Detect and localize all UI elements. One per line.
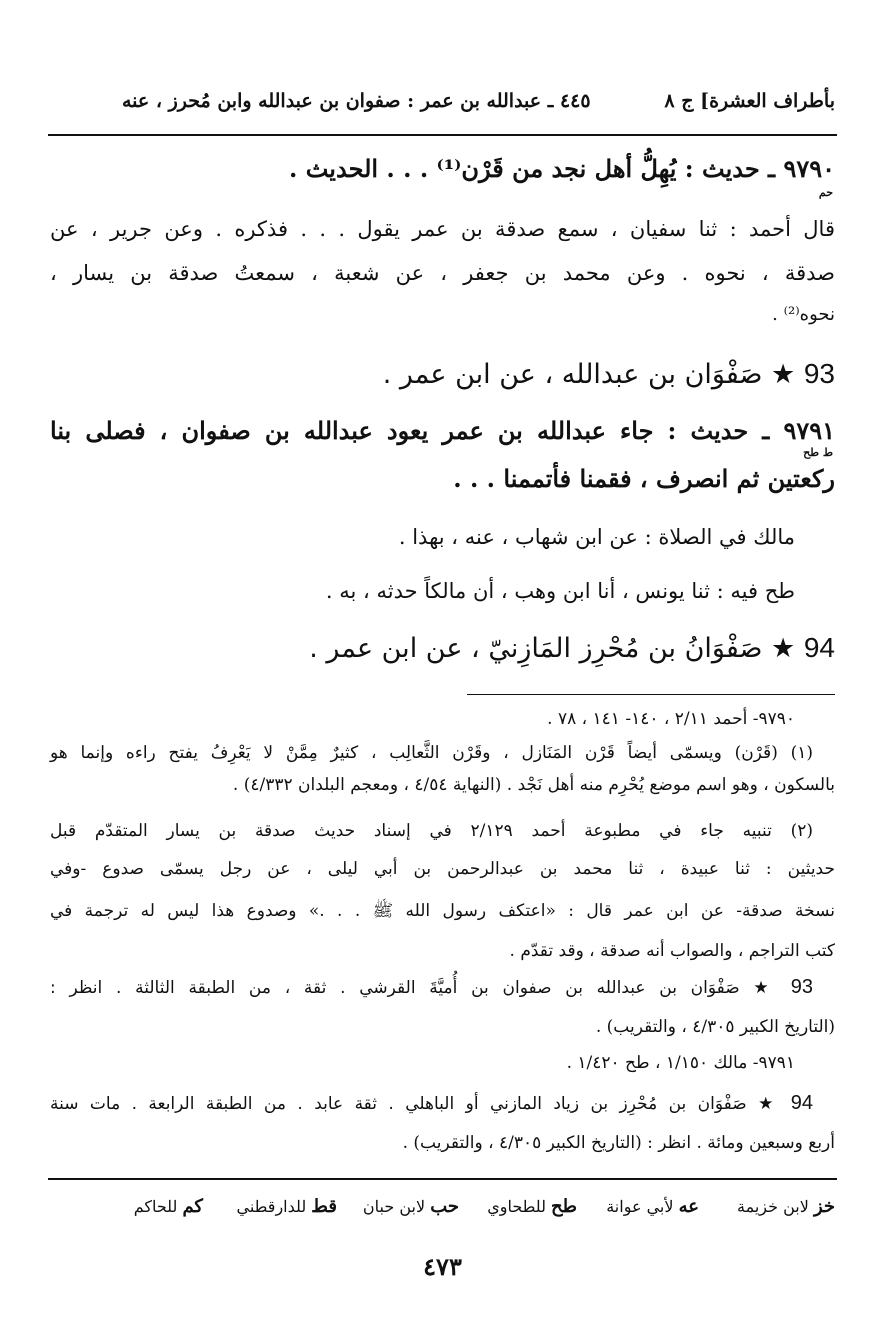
hadith-number: ٩٧٩٠ <box>783 154 835 183</box>
abbr-value: للطحاوي <box>487 1197 546 1216</box>
footnote-narrator-94-line-1 <box>50 1088 813 1119</box>
narrator-bio: ★ صَفْوَان بن مُحْرِز بن زياد المازني أو الباهلي . ثقة عابد . من الطبقة الرابعة . مات سنة <box>50 1094 780 1114</box>
footnote-2-line-2: حديثين : ثنا عبيدة ، ثنا محمد بن عبدالرحمن بن أبي ليلى ، عن رجل يسمّى صدوع -وفي <box>50 859 835 879</box>
narrator-number: 93 <box>790 976 813 998</box>
footnote-1-line-2: بالسكون ، وهو اسم موضع يُحْرِم منه أهل نَجْد . (النهاية ٤/٥٤ ، ومعجم البلدان ٤/٣٣٢) . <box>232 775 835 795</box>
footnote-2-line-1: (٢) تنبيه جاء في مطبوعة أحمد ٢/١٢٩ في إسناد حديث صدقة بن يسار المتقدّم قبل <box>50 821 813 841</box>
footnote-narrator-93-line-1 <box>50 972 813 1003</box>
source-tahawi: طح فيه : ثنا يونس ، أنا ابن وهب ، أن مالكاً حدثه ، به . <box>325 579 795 603</box>
abbr-item <box>363 1196 459 1217</box>
footnote-narrator-94-line-2: أربع وسبعين ومائة . انظر : (التاريخ الكبير ٤/٣٠٥ ، والتقريب) . <box>402 1133 835 1153</box>
hadith-text: ـ حديث : يُهِلُّ أهل نجد من قَرْن⁽¹⁾ . . . الحديث . <box>289 154 776 183</box>
header-volume: بأطراف العشرة] ج ٨ <box>664 90 835 112</box>
hadith-9790-line-2: صدقة ، نحوه . وعن محمد بن جعفر ، عن شعبة ، سمعتُ صدقة بن يسار ، <box>50 261 835 285</box>
abbr-value: للحاكم <box>133 1197 178 1216</box>
narrator-94-heading <box>50 628 835 669</box>
header-chapter: ٤٤٥ ـ عبدالله بن عمر : صفوان بن عبدالله وابن مُحرز ، عنه <box>122 90 591 112</box>
abbr-key: كم <box>182 1196 203 1217</box>
footnote-9791: ٩٧٩١- مالك ١/١٥٠ ، طح ١/٤٢٠ . <box>566 1053 795 1073</box>
running-header <box>122 86 835 120</box>
abbr-key: قط <box>311 1196 337 1217</box>
footnote-9790: ٩٧٩٠- أحمد ٢/١١ ، ١٤٠- ١٤١ ، ٧٨ . <box>547 709 795 729</box>
abbr-value: للدارقطني <box>236 1197 307 1216</box>
abbr-value: لابن حبان <box>362 1197 426 1216</box>
narrator-name: ★ صَفْوَان بن عبدالله ، عن ابن عمر . <box>382 359 796 390</box>
footer-rule <box>48 1178 837 1180</box>
header-rule <box>48 134 837 136</box>
narrator-number: 94 <box>790 1092 813 1114</box>
hadith-9791-line-2: ركعتين ثم انصرف ، فقمنا فأتممنا . . . <box>453 464 835 493</box>
abbr-key: خز <box>813 1196 835 1217</box>
abbr-item <box>737 1196 835 1217</box>
footnote-narrator-93-line-2: (التاريخ الكبير ٤/٣٠٥ ، والتقريب) . <box>595 1017 835 1037</box>
siglum: حم <box>818 186 833 199</box>
narrator-name: ★ صَفْوَانُ بن مُحْرِز المَازِنيّ ، عن ابن عمر . <box>309 633 796 664</box>
abbr-value: لأبي عوانة <box>606 1197 674 1216</box>
abbr-key: طح <box>551 1196 577 1217</box>
abbr-item <box>237 1196 337 1217</box>
hadith-9790-line-3: نحوه⁽²⁾ . <box>772 304 835 325</box>
hadith-9791-line-1 <box>50 414 835 448</box>
hadith-number: ٩٧٩١ <box>783 416 836 445</box>
abbr-key: حب <box>430 1196 459 1217</box>
footnote-1-line-1: (١) (قَرْن) ويسمّى أيضاً قَرْن المَنَازل ، وقَرْن الثَّعالِب ، كثيرٌ مِمَّنْ لا يَعْرِفُ يفتح راءه وإنما هو <box>50 743 813 763</box>
abbr-key: عه <box>678 1196 699 1217</box>
source-malik: مالك في الصلاة : عن ابن شهاب ، عنه ، بهذا . <box>398 525 795 549</box>
siglum: ط طح <box>803 446 833 459</box>
footnote-2-line-4: كتب التراجم ، والصواب أنه صدقة ، وقد تقدّم . <box>509 941 835 961</box>
narrator-93-heading <box>50 354 835 395</box>
hadith-text: ـ حديث : جاء عبدالله بن عمر يعود عبدالله بن صفوان ، فصلى بنا <box>50 416 770 445</box>
hadith-9790-line-1: قال أحمد : ثنا سفيان ، سمع صدقة بن عمر يقول . . . فذكره . وعن جرير ، عن <box>50 217 835 241</box>
footnote-rule <box>467 694 835 695</box>
abbr-item <box>487 1196 577 1217</box>
footnote-2-line-3: نسخة صدقة- عن ابن عمر قال : «اعتكف رسول الله ﷺ . . .» وصدوع هذا ليس له ترجمة في <box>50 901 835 921</box>
narrator-bio: ★ صَفْوَان بن عبدالله بن صفوان بن أُميَّةَ القرشي . ثقة ، من الطبقة الثالثة . انظر : <box>50 978 777 998</box>
abbr-value: لابن خزيمة <box>737 1197 809 1216</box>
page-number: ٤٧٣ <box>423 1252 462 1281</box>
narrator-number: 94 <box>803 632 835 663</box>
abbr-item <box>606 1196 699 1217</box>
abbr-item <box>134 1196 203 1217</box>
hadith-9790-title <box>50 152 835 186</box>
narrator-number: 93 <box>803 358 835 389</box>
